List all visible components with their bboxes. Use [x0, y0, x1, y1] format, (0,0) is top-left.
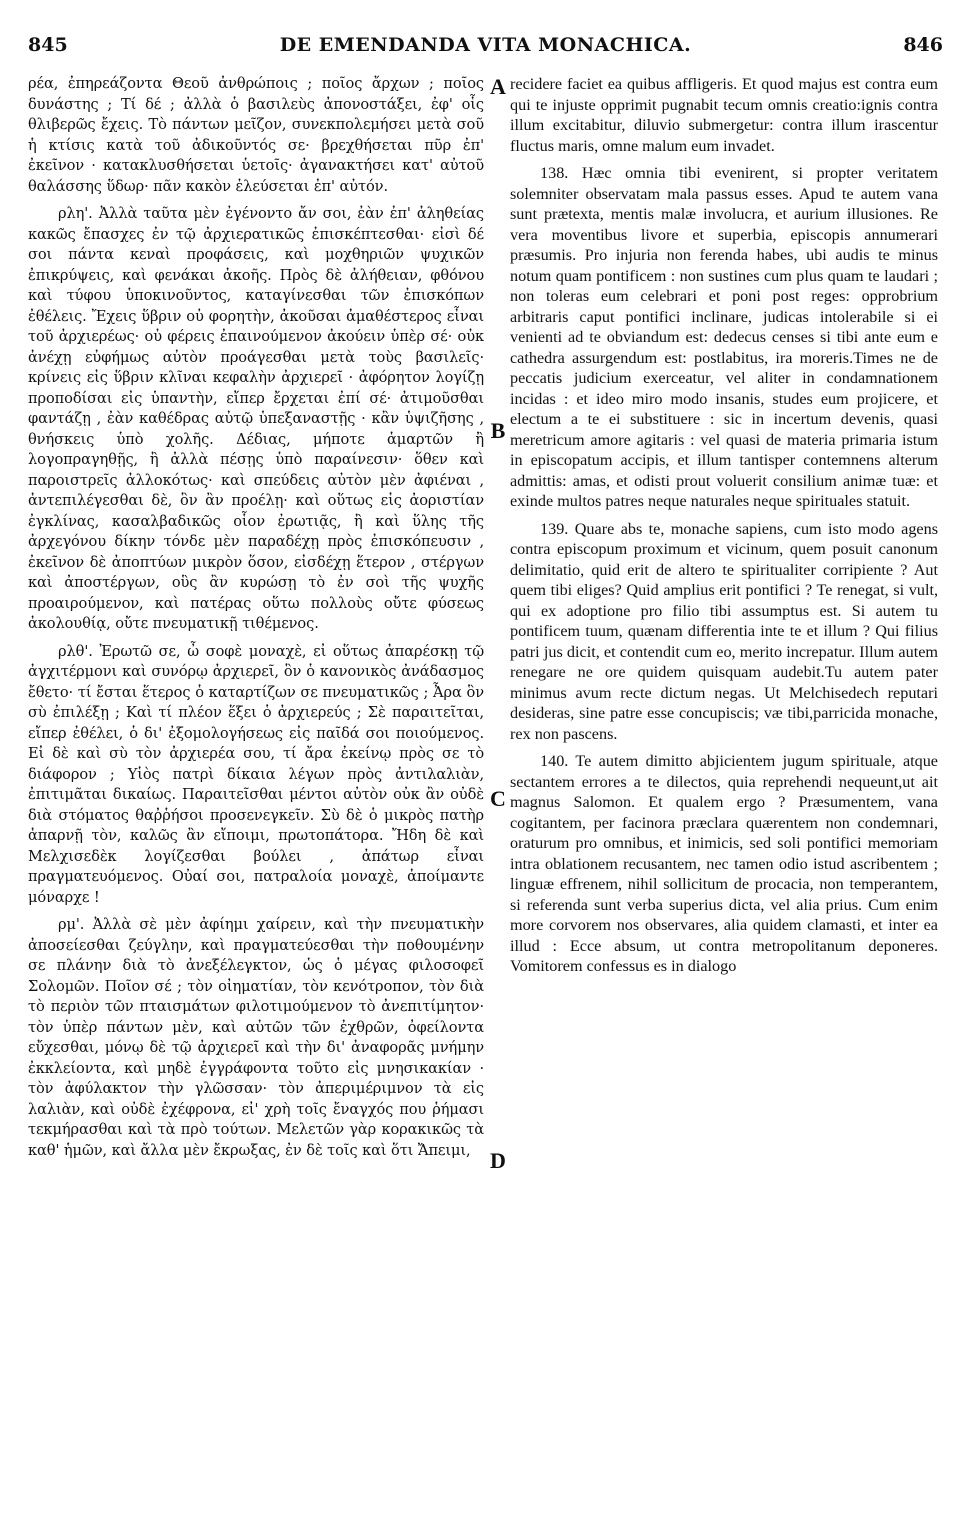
latin-column	[510, 74, 938, 1520]
greek-paragraph-139: ρλθ'. Ἐρωτῶ σε, ὦ σοφὲ μοναχὲ, εἰ οὕτως ἀπαρέσκῃ τῷ ἀγχιτέρμονι καὶ συνόρῳ ἀρχιερεῖ, ὃν ὁ κανονικὸς ἀνάδασμος ἔθετο· τί ἔσται ἕτερος ὁ καταρτίζων σε πνευματικῶς ; Ἆρα ὃν σὺ ἐπιλέξῃ ; Καὶ τί πλέον ἕξει ὁ ἀρχιερεύς ; Σὲ παραιτεῖται, εἴπερ ἐθέλει, ὁ δι' ἐξομολογήσεως εἰς παῖδά σοι ποιούμενος. Εἰ δὲ καὶ σὺ τὸν ἀρχιερέα σου, τί ἄρα ἐκείνῳ πρὸς σε τὸ διάφορον ; Υἱὸς πατρὶ δίκαια λέγων πρὸς ἀντιλαλιὰν, ἐπιτιμᾶται δικαίως. Παραιτεῖσθαι μέντοι αὐτὸν οὐκ ἂν οὐδὲ διὰ στόματος θαῤῥήσοι προσενεγκεῖν. Σὺ δὲ ὁ μικρὸς πατὴρ ἀπαρνῇ τὸν, καλῶς ἂν εἴποιμι, πρωτοπάτορα. Ἤδη δὲ καὶ Μελχισεδὲκ λογίζεσθαι βούλει , ἀπάτωρ εἶναι πραγματευόμενος. Οὐαί σοι, πατραλοία μοναχὲ, ἀποίμαντε μόναρχε !	[28, 642, 484, 906]
page-number-left: 845	[28, 34, 68, 56]
greek-column	[28, 74, 484, 1520]
page-header	[28, 34, 943, 64]
greek-paragraph-continued: ρέα, ἐπηρεάζοντα Θεοῦ ἀνθρώποις ; ποῖος ἄρχων ; ποῖος δυνάστης ; Τί δέ ; ἀλλὰ ὁ βασιλεὺς ἀπονοστάξει, ἐφ' οἷς θλιβερῶς ἔχεις. Τὸ πάντων μεῖζον, συνεκπολεμήσει μετὰ σοῦ ἡ κτίσις κατὰ τοῦ ἀδικοῦντός σε· βρεχθήσεται πῦρ ἐπ' ἐκεῖνον · κατακλυσθήσεται ὑετοῖς· ἀγανακτήσει κατ' αὐτοῦ θαλάσσης ὕδωρ· πᾶν κακὸν ἐλεύσεται ἐπ' αὐτόν.	[28, 75, 484, 195]
latin-paragraph-140: 140. Te autem dimitto abjicientem jugum spirituale, atque sectantem errores a te dilectos, quia reprehendi nequeunt,ut ait magnus Salomon. Et qualem ergo ? Præsumentem, vana cogitantem, per facinora præclara quærentem non condemnari, oraturum pro omnibus, et inimicis, sed soli pontifici memoriam intra oblationem recusantem, nec tamen odio istud ascribentem ; linguæ effrenem, nihil sollicitum de procacia, non temperantem, si referenda sunt verba superius dicta, vel alia prius. Cum enim more corvorem nos observares, alia quidem clamasti, et inter ea illud : Ecce absum, ut contra metropolitanum deponeres. Vomitorem confessus es in dialogo	[510, 752, 938, 975]
margin-letter-a: A	[490, 74, 506, 99]
margin-letter-c: C	[490, 786, 506, 811]
latin-paragraph-138: 138. Hæc omnia tibi evenirent, si propter veritatem solemniter observatam mala passus esses. Apud te autem vana sunt prætexta, mentis malæ involucra, et aurium illusiones. Re vera moventibus livore et superbia, episcopis annumerari præsumis. Pro injuria non ferenda habes, ubi audis te minus notum quam pontificem : non sustines cum plus quam te laudari ; non toleras eum celebrari et poni post reges: opprobrium arbitraris caput pontifici inclinare, judicas intolerabile si ei venienti ad te obviandum est: dedecus censes si tibi ante eum e cathedra assurgendum est: postlabitus, ira moreris.Times ne de peccatis judicium exerceatur, vel aliter in condamnationem incidas : et ideo miro modo insanis, studes eum projicere, et electum a te ei substituere : sic in incertum devenis, quasi meretricum amore agitaris : vel quasi de materia primaria istum in episcopatum accipis, et illum tantisper contemnens alterum admittis: amas, et odisti prout voluerit consilium animæ tuæ: et exinde multos patres neque naturales neque spirituales statuit.	[510, 164, 938, 510]
margin-letter-d: D	[490, 1148, 506, 1173]
running-title: DE EMENDANDA VITA MONACHICA.	[279, 34, 692, 56]
latin-paragraph-139: 139. Quare abs te, monache sapiens, cum isto modo agens contra episcopum proximum et vicinum, quem posuit canonum delimitatio, quid erit de altero te spiritualiter corripiente ? Aut quem tibi eliges? Quid amplius erit pontifici ? Te renegat, si vult, qui ex adoptione pro filio tibi assumptus est. Si autem tu pontificem tuum, quænam differentia inte te et illum ? Qui filius patri jus dicit, et contendit cum eo, merito increpatur. Illum autem renegare ne ore quidem quisquam audebit.Tu autem pater minimus avum recte dictum negas. Ut Melchisedech reputari desideras, sine patre esse concupiscis; væ tibi,parricida monache, rex non pascens.	[510, 519, 938, 743]
page-number-right: 846	[903, 34, 943, 56]
margin-letter-b: B	[490, 418, 506, 443]
latin-paragraph-continued: recidere faciet ea quibus affligeris. Et quod majus est contra eum qui te injuste opprimit pugnabit tecum omnis creatio:ignis contra illum excitabitur, diluvio submergetur: contra illum irascentur fluctus maris, omne malum eum invadet.	[510, 75, 938, 155]
greek-paragraph-140: ρμ'. Ἀλλὰ σὲ μὲν ἀφίημι χαίρειν, καὶ τὴν πνευματικὴν ἀποσείεσθαι ζεύγλην, καὶ πραγματεύεσθαι τὴν ποθουμένην σε πλάνην διὰ τὸ ἀνεξέλεγκτον, ὡς ὁ μέγας φιλοσοφεῖ Σολομῶν. Ποῖον σέ ; τὸν οἰηματίαν, τὸν κενότροπον, τὸν διὰ τὸ περιὸν τῶν πταισμάτων φιλοτιμούμενον τὸ ἀνεπιτίμητον· τὸν ὑπὲρ πάντων μὲν, καὶ αὐτῶν τῶν ἐχθρῶν, ὀφείλοντα εὔχεσθαι, μόνῳ δὲ τῷ ἀρχιερεῖ καὶ τὴν δι' ἀναφορᾶς μνήμην ἐκκλείοντα, καὶ μηδὲ ἐγγράφοντα τοῦτο εἰς μνησικακίαν · τὸν ἀφύλακτον τὴν γλῶσσαν· τὸν ἀπεριμέριμνον τὰ εἰς λαλιὰν, καὶ οὐδὲ ἐχέφρονα, εἰ' χρὴ τοῖς ἔναγχός που ῥήμασι τεκμήρασθαι καὶ τὰ πρὸ τούτων. Μελετῶν γὰρ κορακικῶς τὰ καθ' ἡμῶν, καὶ ἄλλα μὲν ἔκρωξας, ἐν δὲ τοῖς καὶ ὅτι Ἄπειμι,	[28, 916, 484, 1159]
greek-paragraph-138: ρλη'. Ἀλλὰ ταῦτα μὲν ἐγένοντο ἄν σοι, ἐὰν ἐπ' ἀληθείας κακῶς ἔπασχες ἐν τῷ ἀρχιερατικῶς ἐπισκέπτεσθαι· εἰσὶ δέ σοι πάντα κεναὶ προφάσεις, καὶ μοχθηριῶν ψυχικῶν ἐπικρύψεις, καὶ φενάκαι ἀκοῆς. Πρὸς δὲ ἀλήθειαν, φθόνου καὶ τύφου ὑποκινοῦντος, καταγίνεσθαι τῶν ἐπισκόπων ἐθέλεις. Ἔχεις ὕβριν οὐ φορητὴν, ἀκοῦσαι ἀμαθέστερος εἶναι τοῦ ἀρχιερέως· οὐ φέρεις ἐπαινούμενον ἀκούειν ὑπὲρ σέ· οὐκ ἀνέχῃ εὐφήμως αὐτὸν προάγεσθαι μετὰ τοὺς βασιλεῖς· κρίνεις εἰς ὕβριν κλῖναι κεφαλὴν ἀρχιερεῖ · ἀφόρητον λογίζῃ προποδίσαι εἰς ὑπαντὴν, εἴπερ ἔρχεται ἐπί σέ· ἀτιμοῦσθαι φαντάζῃ , ἐὰν καθέδρας αὐτῷ ὑπεξαναστῇς · κἂν ὑψιζῆσης , θνήσκεις ὑπὸ χολῆς. Δέδιας, μήποτε ἁμαρτῶν ἢ λογοπραγηθῇς, ἢ ἀλλὰ πέσῃς ὑπὸ παραίνεσιν· ὅθεν καὶ παροιστρεῖς ἀλλοκότως· καὶ σπεύδεις αὐτὸν μὲν ἀφιέναι , ἀντεπιλέγεσθαι δὲ, ὃν ἂν προέλῃ· καὶ οὕτως εἰς ἀοριστίαν ἐγκλίνας, κασαλβαδικῶς οἷον ἐρωτιᾷς, ἢ καὶ ὕλης τῆς ἀρχεγόνου δίκην τόνδε μὲν παραδέχῃ πρὸς ἐπισκόπευσιν , ἐκεῖνον δὲ ἀποπτύων μικρὸν ὅσον, εἰσδέχῃ ἕτερον , στέργων καὶ ἀποστέργων, οὓς ἂν κυρώσῃ τὸ ἐν σοὶ τῆς ψυχῆς προαιρούμενον, καὶ πατέρας οὕτω πολλοὺς οὔτε φύσεως ἀκολουθίᾳ, οὔτε πνευματικῇ τιθέμενος.	[28, 205, 484, 632]
